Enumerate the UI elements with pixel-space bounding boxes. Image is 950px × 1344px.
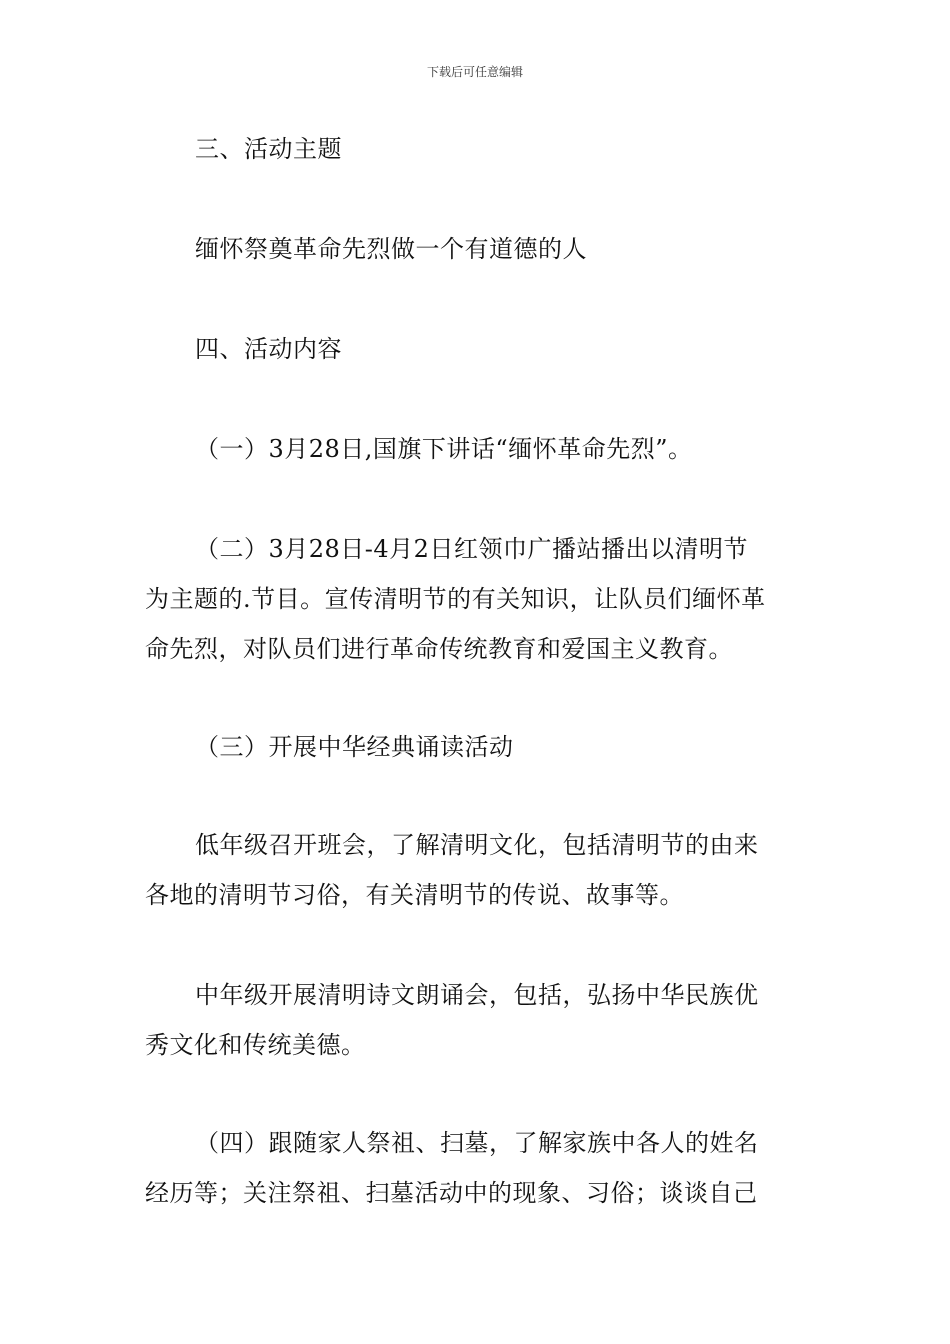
paragraph-line: 秀文化和传统美德。 bbox=[145, 1031, 366, 1059]
header-note: 下载后可任意编辑 bbox=[426, 65, 523, 79]
paragraph-line: 命先烈，对队员们进行革命传统教育和爱国主义教育。 bbox=[145, 635, 733, 663]
paragraph-line: （四）跟随家人祭祖、扫墓，了解家族中各人的姓名 bbox=[195, 1129, 759, 1157]
paragraph-line: （二）3月28日-4月2日红领巾广播站播出以清明节 bbox=[195, 535, 748, 563]
paragraph-line: （一）3月28日,国旗下讲话“缅怀革命先烈”。 bbox=[195, 435, 693, 463]
paragraph-line: （三）开展中华经典诵读活动 bbox=[195, 733, 514, 761]
paragraph-line: 为主题的.节目。宣传清明节的有关知识，让队员们缅怀革 bbox=[145, 585, 766, 613]
section-heading-content bbox=[145, 324, 810, 374]
middle-grade-paragraph bbox=[145, 970, 810, 1070]
paragraph-line: 中年级开展清明诗文朗诵会，包括，弘扬中华民族优 bbox=[195, 981, 759, 1009]
paragraph-line: 四、活动内容 bbox=[195, 335, 342, 363]
paragraph-line: 低年级召开班会，了解清明文化，包括清明节的由来 bbox=[195, 831, 759, 859]
paragraph-line: 各地的清明节习俗，有关清明节的传说、故事等。 bbox=[145, 881, 684, 909]
paragraph-line: 缅怀祭奠革命先烈做一个有道德的人 bbox=[195, 235, 587, 263]
lower-grade-paragraph bbox=[145, 820, 810, 920]
content-item-4 bbox=[145, 1118, 810, 1218]
paragraph-line: 经历等；关注祭祖、扫墓活动中的现象、习俗；谈谈自己 bbox=[145, 1179, 758, 1207]
content-item-3 bbox=[145, 722, 810, 772]
paragraph-line: 三、活动主题 bbox=[195, 135, 342, 163]
content-item-1 bbox=[145, 424, 810, 474]
section-heading-theme bbox=[145, 124, 810, 174]
content-item-2 bbox=[145, 524, 810, 674]
theme-text bbox=[145, 224, 810, 274]
